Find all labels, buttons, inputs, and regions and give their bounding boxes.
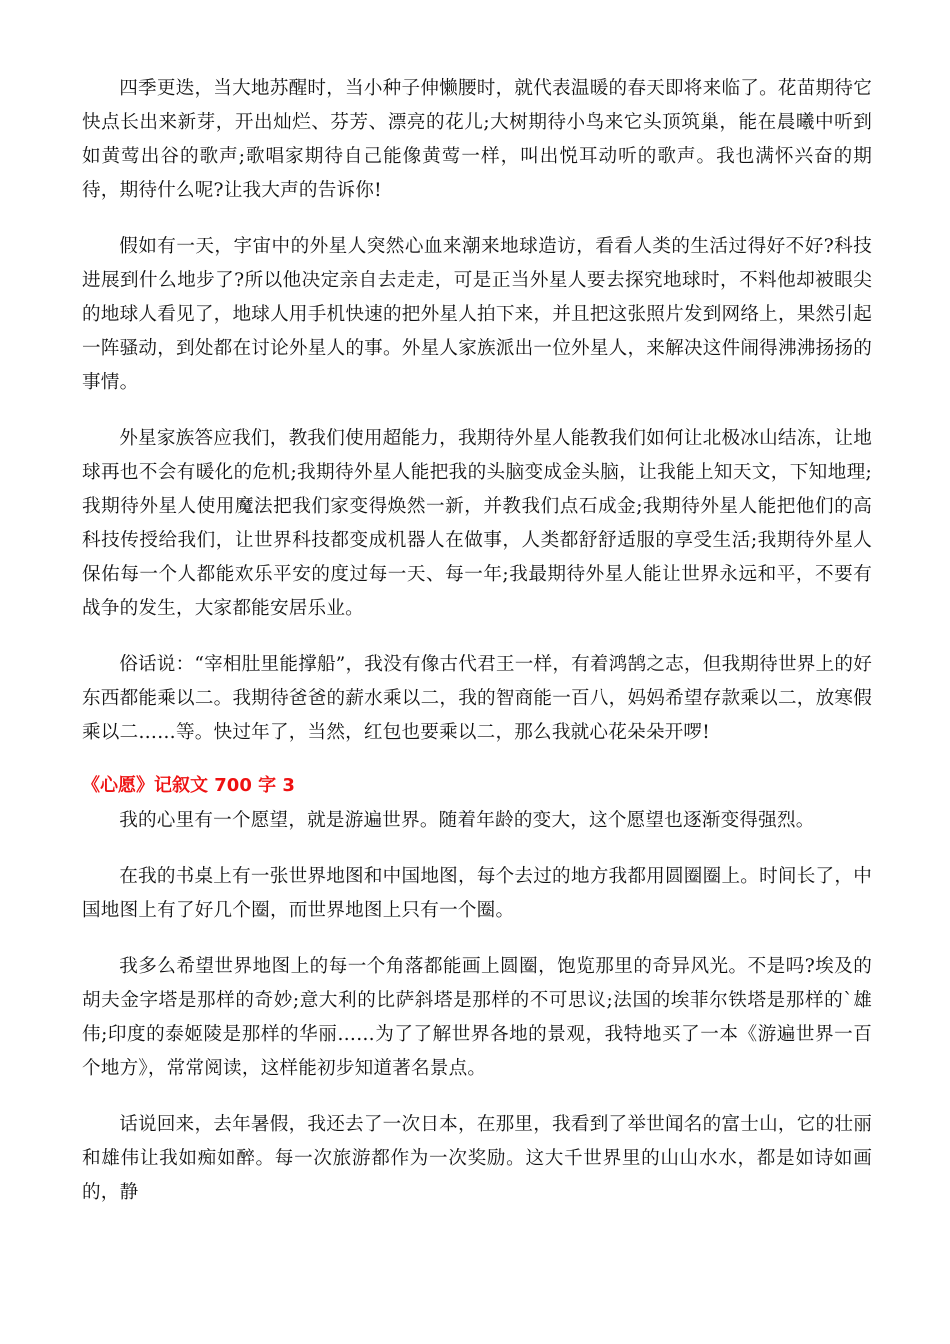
paragraph-maps-on-desk: 在我的书桌上有一张世界地图和中国地图，每个去过的地方我都用圆圈圈上。时间长了，中国地图上有了好几个圈，而世界地图上只有一个圈。: [82, 866, 872, 921]
paragraph-japan-trip: 话说回来，去年暑假，我还去了一次日本，在那里，我看到了举世闻名的富士山，它的壮丽和雄伟让我如痴如醉。每一次旅游都作为一次奖励。这大千世界里的山山水水，都是如诗如画的，静: [82, 1114, 872, 1203]
paragraph-alien-wishes: 外星家族答应我们，教我们使用超能力，我期待外星人能教我们如何让北极冰山结冻，让地球再也不会有暖化的危机;我期待外星人能把我的头脑变成金头脑，让我能上知天文，下知地理;我期待外星人使用魔法把我们家变得焕然一新，并教我们点石成金;我期待外星人能把他们的高科技传授给我们，让世界科技都变成机器人在做事，人类都舒舒适服的享受生活;我期待外星人保佑每一个人都能欢乐平安的度过每一天、每一年;我最期待外星人能让世界永远和平，不要有战争的发生，大家都能安居乐业。: [82, 428, 872, 619]
paragraph-alien-visit: 假如有一天，宇宙中的外星人突然心血来潮来地球造访，看看人类的生活过得好不好?科技进展到什么地步了?所以他决定亲自去走走，可是正当外星人要去探究地球时，不料他却被眼尖的地球人看见了，地球人用手机快速的把外星人拍下来，并且把这张照片发到网络上，果然引起一阵骚动，到处都在讨论外星人的事。外星人家族派出一位外星人，来解决这件闹得沸沸扬扬的事情。: [82, 236, 872, 393]
paragraph-travel-wish: 我的心里有一个愿望，就是游遍世界。随着年龄的变大，这个愿望也逐渐变得强烈。: [119, 810, 815, 831]
paragraph-multiply-by-two: 俗话说：“宰相肚里能撑船”，我没有像古代君王一样，有着鸿鹄之志，但我期待世界上的好东西都能乘以二。我期待爸爸的薪水乘以二，我的智商能一百八，妈妈希望存款乘以二，放寒假乘以二……等。快过年了，当然，红包也要乘以二，那么我就心花朵朵开啰!: [82, 654, 872, 743]
section-heading: 《心愿》记叙文 700 字 3: [82, 775, 295, 796]
paragraph-spring-expectation: 四季更迭，当大地苏醒时，当小种子伸懒腰时，就代表温暖的春天即将来临了。花苗期待它快点长出来新芽，开出灿烂、芬芳、漂亮的花儿;大树期待小鸟来它头顶筑巢，能在晨曦中听到如黄莺出谷的歌声;歌唱家期待自己能像黄莺一样，叫出悦耳动听的歌声。我也满怀兴奋的期待，期待什么呢?让我大声的告诉你!: [82, 78, 872, 201]
paragraph-world-landmarks: 我多么希望世界地图上的每一个角落都能画上圆圈，饱览那里的奇异风光。不是吗?埃及的胡夫金字塔是那样的奇妙;意大利的比萨斜塔是那样的不可思议;法国的埃菲尔铁塔是那样的`雄伟;印度的泰姬陵是那样的华丽……为了了解世界各地的景观，我特地买了一本《游遍世界一百个地方》，常常阅读，这样能初步知道著名景点。: [82, 956, 872, 1079]
document-page: [82, 72, 872, 1232]
